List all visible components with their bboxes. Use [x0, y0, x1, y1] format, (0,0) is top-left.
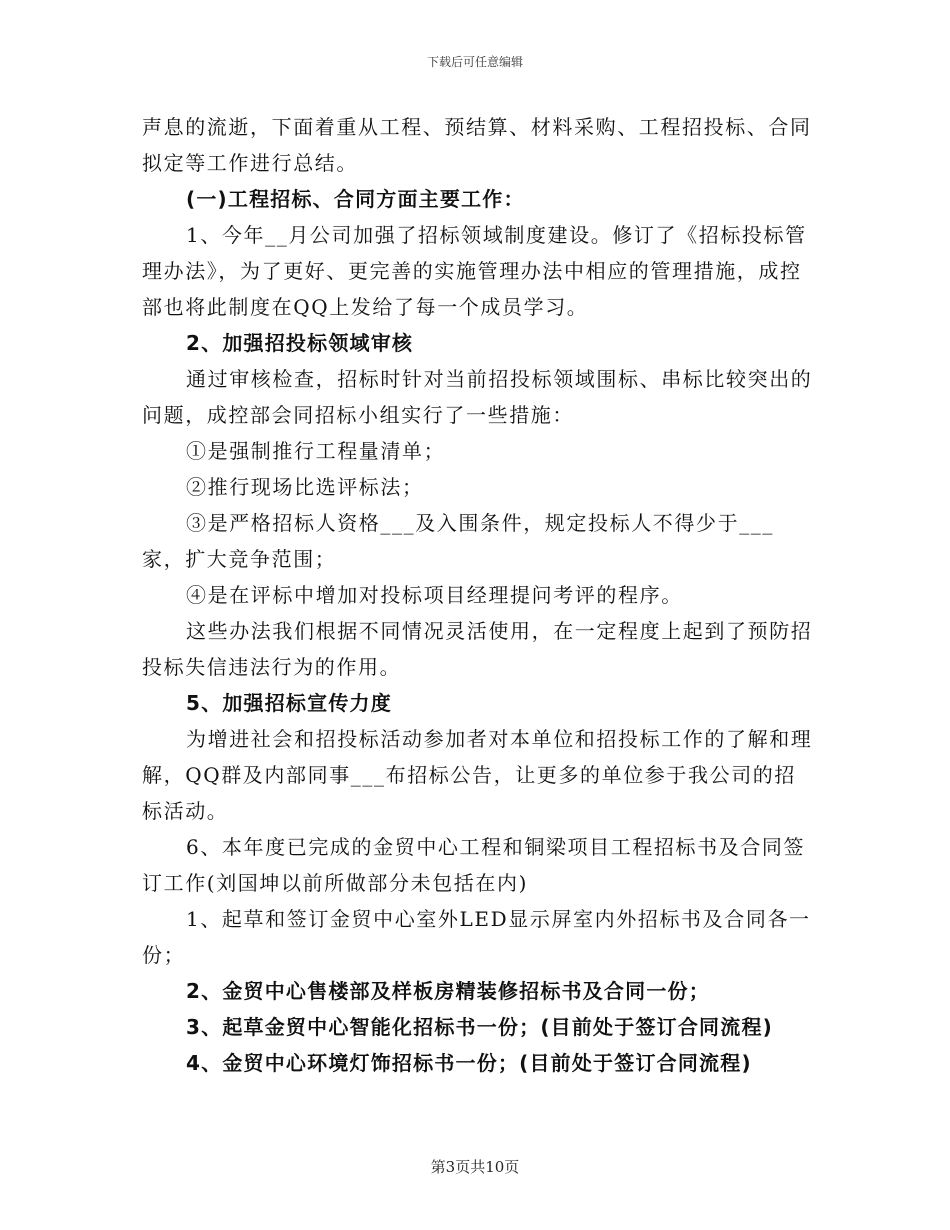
page-number-footer: 第3页共10页: [430, 1158, 520, 1176]
list-item-1: ①是强制推行工程量清单；: [186, 439, 446, 463]
paragraph-item-lighting: 4、金贸中心环境灯饰招标书一份；(目前处于签订合同流程): [186, 1051, 752, 1075]
paragraph-completed-work: 6、本年度已完成的金贸中心工程和铜梁项目工程招标书及合同签订工作(刘国坤以前所做部分未包括在内): [142, 835, 806, 895]
list-item-2: ②推行现场比选评标法；: [186, 475, 424, 499]
paragraph-item-led: 1、起草和签订金贸中心室外LED显示屏室内外招标书及合同各一份；: [142, 907, 811, 967]
document-body: [142, 109, 814, 1081]
paragraph-methods-effect: 这些办法我们根据不同情况灵活使用，在一定程度上起到了预防招投标失信违法行为的作用。: [142, 619, 813, 679]
subheading-5: 5、加强招标宣传力度: [186, 691, 392, 715]
subheading-2: 2、加强招投标领域审核: [186, 331, 414, 355]
paragraph-item-sales-office: 2、金贸中心售楼部及样板房精装修招标书及合同一份；: [186, 979, 710, 1003]
list-item-3: ③是严格招标人资格___及入围条件，规定投标人不得少于___家，扩大竞争范围；: [142, 511, 774, 571]
paragraph-system-construction: 1、今年__月公司加强了招标领域制度建设。修订了《招标投标管理办法》，为了更好、更完善的实施管理办法中相应的管理措施，成控部也将此制度在QQ上发给了每一个成员学习。: [142, 223, 807, 319]
paragraph-item-intelligent: 3、起草金贸中心智能化招标书一份；(目前处于签订合同流程): [186, 1015, 773, 1039]
page-header: 下载后可任意编辑: [426, 55, 523, 69]
section-heading-1: (一)工程招标、合同方面主要工作：: [186, 187, 525, 211]
paragraph-audit-measures: 通过审核检查，招标时针对当前招投标领域围标、串标比较突出的问题，成控部会同招标小组实行了一些措施：: [142, 367, 813, 427]
list-item-4: ④是在评标中增加对投标项目经理提问考评的程序。: [186, 583, 683, 607]
paragraph-publicity: 为增进社会和招投标活动参加者对本单位和招投标工作的了解和理解，QQ群及内部同事___布招标公告，让更多的单位参于我公司的招标活动。: [142, 727, 813, 823]
paragraph-intro-continuation: 声息的流逝，下面着重从工程、预结算、材料采购、工程招投标、合同拟定等工作进行总结。: [142, 115, 812, 175]
